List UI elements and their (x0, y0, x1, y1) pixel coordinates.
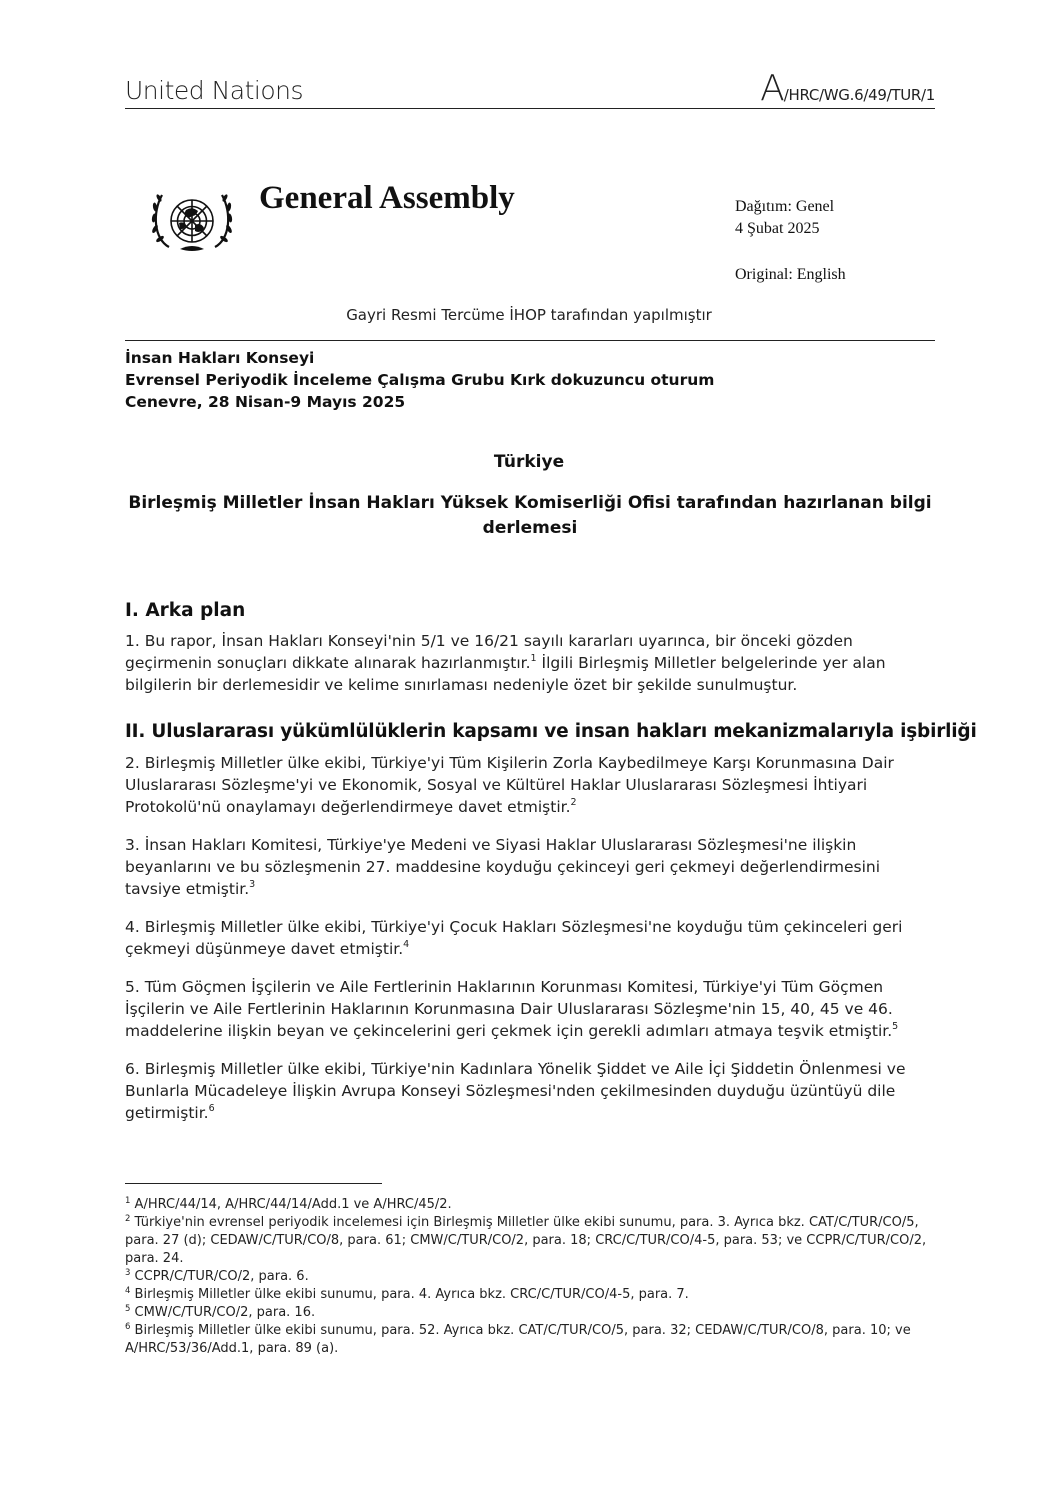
footnote-ref-5[interactable]: 5 (892, 1021, 899, 1032)
session-place-dates: Cenevre, 28 Nisan-9 Mayıs 2025 (125, 393, 406, 411)
document-title: Birleşmiş Milletler İnsan Hakları Yüksek Komiserliği Ofisi tarafından hazırlanan bilgi derlemesi (128, 493, 932, 538)
document-date: 4 Şubat 2025 (735, 220, 820, 237)
footnote-number: 2 (125, 1214, 131, 1224)
paragraph-3-text: 3. İnsan Hakları Komitesi, Türkiye'ye Medeni ve Siyasi Haklar Uluslararası Sözleşmesi'ne ilişkin beyanlarını ve bu sözleşmenin 27. maddesine koyduğu çekinceyi geri çekmeyi değerlendirmesini tavsiye etmiştir. (125, 836, 881, 898)
document-header (125, 68, 935, 109)
footnote (125, 1286, 935, 1304)
header-rule (125, 108, 935, 109)
section-heading-background: I. Arka plan (125, 600, 246, 621)
footnote (125, 1322, 935, 1358)
footnote-text: CMW/C/TUR/CO/2, para. 16. (130, 1305, 316, 1320)
footnote-text: Birleşmiş Milletler ülke ekibi sunumu, para. 4. Ayrıca bkz. CRC/C/TUR/CO/4-5, para. 7. (130, 1287, 689, 1302)
footnote-number: 3 (125, 1268, 131, 1278)
paragraph-4-text: 4. Birleşmiş Milletler ülke ekibi, Türkiye'yi Çocuk Hakları Sözleşmesi'ne koyduğu tüm çekinceleri geri çekmeyi düşünmeye davet etmiştir. (125, 918, 903, 958)
footnote-ref-6[interactable]: 6 (208, 1103, 215, 1114)
masthead-rule (125, 340, 935, 341)
footnote-ref-1[interactable]: 1 (530, 653, 537, 664)
footnote (125, 1214, 935, 1268)
footnote-number: 1 (125, 1196, 131, 1206)
un-emblem-icon (140, 183, 244, 259)
paragraph-1 (125, 630, 925, 696)
footnote-number: 6 (125, 1322, 131, 1332)
footnote (125, 1196, 935, 1214)
footnote-text: Birleşmiş Milletler ülke ekibi sunumu, para. 52. Ayrıca bkz. CAT/C/TUR/CO/5, para. 32; CEDAW/C/TUR/CO/8, para. 10; ve A/HRC/53/36/Add.1, para. 89 (a). (125, 1323, 911, 1356)
paragraph-4 (125, 916, 925, 960)
footnote-number: 4 (125, 1286, 131, 1296)
paragraph-3 (125, 834, 925, 900)
paragraph-6-text: 6. Birleşmiş Milletler ülke ekibi, Türkiye'nin Kadınlara Yönelik Şiddet ve Aile İçi Şiddetin Önlenmesi ve Bunlarla Mücadeleye İlişkin Avrupa Konseyi Sözleşmesi'nden çekilmesinden duyduğu üzüntüyü dile getirmiştir. (125, 1060, 906, 1122)
country-heading: Türkiye (493, 452, 565, 472)
organization-name: United Nations (125, 76, 304, 105)
distribution-label: Dağıtım: Genel (735, 198, 835, 215)
footnote-ref-3[interactable]: 3 (249, 879, 256, 890)
original-language: Original: English (735, 266, 846, 283)
translation-note: Gayri Resmi Tercüme İHOP tarafından yapılmıştır (346, 306, 712, 324)
organ-title: General Assembly (259, 180, 515, 216)
footnote-text: Türkiye'nin evrensel periyodik incelemesi için Birleşmiş Milletler ülke ekibi sunumu, para. 3. Ayrıca bkz. CAT/C/TUR/CO/5, para. 27 (d); CEDAW/C/TUR/CO/8, para. 61; CMW/C/TUR/CO/2, para. 18; CRC/C/TUR/CO/4-5, para. 53; ve CCPR/C/TUR/CO/2, para. 24. (125, 1215, 927, 1266)
document-symbol-rest: /HRC/WG.6/49/TUR/1 (783, 86, 935, 104)
footnote-number: 5 (125, 1304, 131, 1314)
paragraph-6 (125, 1058, 925, 1124)
paragraph-1-text-a: 1. Bu rapor, İnsan Hakları Konseyi'nin 5/1 ve 16/21 sayılı kararları uyarınca, bir önceki gözden geçirmenin sonuçları dikkate alınarak hazırlanmıştır. (125, 632, 853, 672)
footnote-ref-2[interactable]: 2 (570, 797, 577, 808)
footnote-text: CCPR/C/TUR/CO/2, para. 6. (130, 1269, 309, 1284)
paragraph-2-text: 2. Birleşmiş Milletler ülke ekibi, Türkiye'yi Tüm Kişilerin Zorla Kaybedilmeye Karşı Korunmasına Dair Uluslararası Sözleşme'yi ve Ekonomik, Sosyal ve Kültürel Haklar Uluslararası Sözleşmesi İhtiyari Protokolü'nü onaylamayı değerlendirmeye davet etmiştir. (125, 754, 894, 816)
session-council: İnsan Hakları Konseyi (125, 349, 315, 367)
paragraph-1-text-b: İlgili Birleşmiş Milletler belgelerinde yer alan bilgilerin bir derlemesidir ve kelime sınırlaması nedeniyle özet bir şekilde sunulmuştur. (125, 654, 886, 694)
distribution-block (735, 196, 846, 286)
footnote (125, 1268, 935, 1286)
session-working-group: Evrensel Periyodik İnceleme Çalışma Grubu Kırk dokuzuncu oturum (125, 371, 715, 389)
paragraph-5-text: 5. Tüm Göçmen İşçilerin ve Aile Fertlerinin Haklarının Korunması Komitesi, Türkiye'yi Tüm Göçmen İşçilerin ve Aile Fertlerinin Haklarının Korunmasına Dair Uluslararası Sözleşme'nin 15, 40, 45 ve 46. maddelerine ilişkin beyan ve çekincelerini geri çekmek için gerekli adımları atmaya teşvik etmiştir. (125, 978, 893, 1040)
session-info (125, 347, 714, 413)
paragraph-2 (125, 752, 925, 818)
paragraph-5 (125, 976, 925, 1042)
footnote-ref-4[interactable]: 4 (403, 939, 410, 950)
section-heading-obligations: II. Uluslararası yükümlülüklerin kapsamı ve insan hakları mekanizmalarıyla işbirliği (125, 721, 977, 742)
footnote (125, 1304, 935, 1322)
footnote-text: A/HRC/44/14, A/HRC/44/14/Add.1 ve A/HRC/45/2. (130, 1197, 452, 1212)
document-symbol (760, 68, 935, 109)
footnotes (125, 1196, 935, 1358)
footnote-separator (125, 1183, 382, 1184)
document-symbol-prefix: A (760, 68, 784, 109)
